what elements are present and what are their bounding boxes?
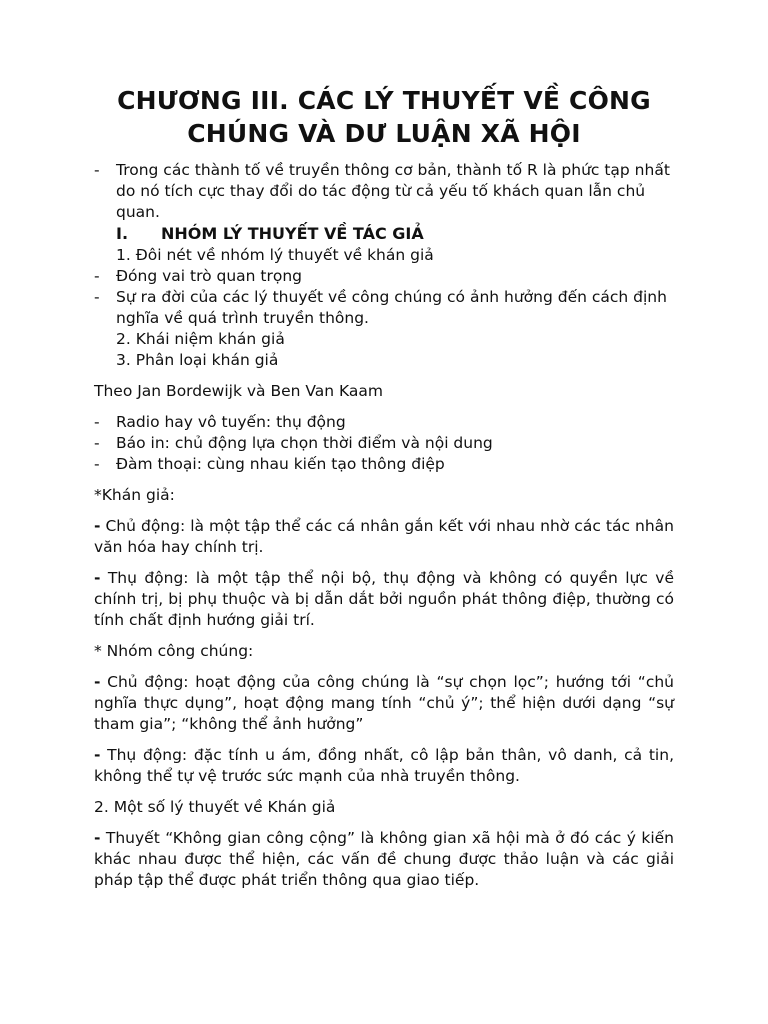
numbered-item-2: 2. Khái niệm khán giả xyxy=(116,330,285,348)
list-item xyxy=(94,266,674,287)
list-item xyxy=(94,287,674,329)
nhom-cong-chung-label: * Nhóm công chúng: xyxy=(94,642,254,660)
khong-gian-paragraph xyxy=(94,828,674,891)
dash-marker: - xyxy=(94,288,100,306)
dash-marker: - xyxy=(94,161,100,179)
intro-paragraph xyxy=(94,160,674,223)
list-item-text: Báo in: chủ động lựa chọn thời điểm và nội dung xyxy=(116,434,493,452)
paragraph-text: Thụ động: đặc tính u ám, đồng nhất, cô lập bản thân, vô danh, cả tin, không thể tự vệ trước sức mạnh của nhà truyền thông. xyxy=(94,746,674,785)
chapter-title-line-1: CHƯƠNG III. CÁC LÝ THUYẾT VỀ CÔNG xyxy=(117,86,651,115)
chapter-title-line-2: CHÚNG VÀ DƯ LUẬN XÃ HỘI xyxy=(187,119,581,148)
dash-marker: - xyxy=(94,267,100,285)
nhom-chu-dong-paragraph xyxy=(94,672,674,735)
bold-dash: - xyxy=(94,517,101,535)
section-1-heading xyxy=(94,223,674,245)
khan-gia-chu-dong-paragraph xyxy=(94,516,674,558)
list-item-text: Đàm thoại: cùng nhau kiến tạo thông điệp xyxy=(116,455,445,473)
paragraph-text: Chủ động: là một tập thể các cá nhân gắn kết với nhau nhờ các tác nhân văn hóa hay chính trị. xyxy=(94,517,674,556)
dash-marker: - xyxy=(94,434,100,452)
paragraph-text: Chủ động: hoạt động của công chúng là “sự chọn lọc”; hướng tới “chủ nghĩa thực dụng”, hoạt động mang tính “chủ ý”; thể hiện dưới dạng “sự tham gia”; “không thể ảnh hưởng” xyxy=(94,673,674,733)
intro-text: Trong các thành tố về truyền thông cơ bản, thành tố R là phức tạp nhất do nó tích cực thay đổi do tác động từ cả yếu tố khách quan lẫn chủ quan. xyxy=(116,161,670,221)
khan-gia-label: *Khán giả: xyxy=(94,486,175,504)
numbered-item-1: 1. Đôi nét về nhóm lý thuyết về khán giả xyxy=(116,246,434,264)
chapter-title xyxy=(94,84,674,150)
paragraph-text: Thụ động: là một tập thể nội bộ, thụ động và không có quyền lực về chính trị, bị phụ thuộc và bị dẫn dắt bởi nguồn phát thông điệp, thường có tính chất định hướng giải trí. xyxy=(94,569,674,629)
list-item-text: Radio hay vô tuyến: thụ động xyxy=(116,413,346,431)
list-item xyxy=(94,412,674,433)
section-2-label: 2. Một số lý thuyết về Khán giả xyxy=(94,798,336,816)
khan-gia-thu-dong-paragraph xyxy=(94,568,674,631)
section-1-number: I. xyxy=(116,224,129,243)
authors-line: Theo Jan Bordewijk và Ben Van Kaam xyxy=(94,382,383,400)
bold-dash: - xyxy=(94,673,101,691)
bold-dash: - xyxy=(94,746,101,764)
list-item-text: Đóng vai trò quan trọng xyxy=(116,267,303,285)
list-item-text: Sự ra đời của các lý thuyết về công chúng có ảnh hưởng đến cách định nghĩa về quá trình truyền thông. xyxy=(116,288,667,327)
list-item xyxy=(94,433,674,454)
dash-marker: - xyxy=(94,413,100,431)
numbered-item-3: 3. Phân loại khán giả xyxy=(116,351,279,369)
dash-marker: - xyxy=(94,455,100,473)
section-1-title: NHÓM LÝ THUYẾT VỀ TÁC GIẢ xyxy=(161,224,424,243)
bold-dash: - xyxy=(94,829,101,847)
list-item xyxy=(94,454,674,475)
bold-dash: - xyxy=(94,569,101,587)
nhom-thu-dong-paragraph xyxy=(94,745,674,787)
paragraph-text: Thuyết “Không gian công cộng” là không gian xã hội mà ở đó các ý kiến khác nhau được thể hiện, các vấn đề chung được thảo luận và các giải pháp tập thể được phát triển thông qua giao tiếp. xyxy=(94,829,674,889)
